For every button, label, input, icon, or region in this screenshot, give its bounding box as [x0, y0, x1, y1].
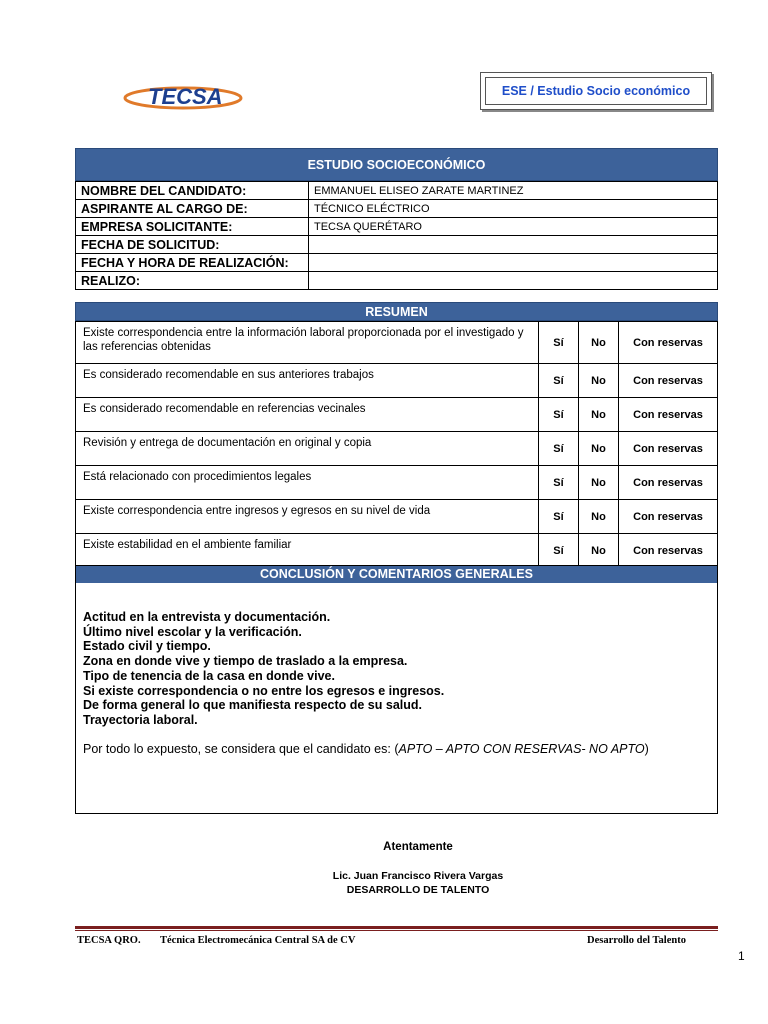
- conclusion-item: Trayectoria laboral.: [83, 712, 198, 727]
- candidate-field-value: TÉCNICO ELÉCTRICO: [309, 200, 718, 218]
- candidate-row: [76, 218, 718, 236]
- option-si[interactable]: Sí: [539, 466, 579, 500]
- option-si[interactable]: Sí: [539, 432, 579, 466]
- summary-question: Revisión y entrega de documentación en original y copia: [76, 432, 539, 466]
- candidate-field-value: EMMANUEL ELISEO ZARATE MARTINEZ: [309, 182, 718, 200]
- summary-section: [75, 302, 718, 568]
- summary-row: [76, 432, 718, 466]
- candidate-field-value: [309, 236, 718, 254]
- option-si[interactable]: Sí: [539, 534, 579, 568]
- footer-divider-thin: [75, 930, 718, 931]
- logo-text: TECSA: [148, 84, 223, 109]
- candidate-field-label: FECHA Y HORA DE REALIZACIÓN:: [76, 254, 309, 272]
- conclusion-item: Si existe correspondencia o no entre los egresos e ingresos.: [83, 683, 445, 698]
- candidate-field-label: REALIZO:: [76, 272, 309, 290]
- signer-name: Lic. Juan Francisco Rivera Vargas: [332, 870, 504, 882]
- option-no[interactable]: No: [579, 364, 619, 398]
- closing-text: Atentamente: [383, 841, 453, 853]
- candidate-row: [76, 182, 718, 200]
- option-con-reservas[interactable]: Con reservas: [619, 322, 718, 364]
- footer-divider: [75, 926, 718, 929]
- summary-question: Existe estabilidad en el ambiente familiar: [76, 534, 539, 568]
- footer-left: TECSA QRO.: [77, 935, 141, 946]
- conclusion-item: Último nivel escolar y la verificación.: [83, 624, 302, 639]
- conclusion-suffix: ): [644, 742, 649, 756]
- document-type-box: [480, 72, 712, 110]
- option-con-reservas[interactable]: Con reservas: [619, 466, 718, 500]
- summary-table: [75, 321, 718, 568]
- summary-row: [76, 500, 718, 534]
- conclusion-prefix: Por todo lo expuesto, se considera que el candidato es: (: [83, 742, 399, 756]
- option-con-reservas[interactable]: Con reservas: [619, 534, 718, 568]
- candidate-field-value: TECSA QUERÉTARO: [309, 218, 718, 236]
- candidate-section-title: ESTUDIO SOCIOECONÓMICO: [75, 148, 718, 181]
- conclusion-item: De forma general lo que manifiesta respecto de su salud.: [83, 698, 422, 713]
- conclusion-options: APTO – APTO CON RESERVAS- NO APTO: [398, 742, 645, 756]
- candidate-row: [76, 236, 718, 254]
- option-no[interactable]: No: [579, 432, 619, 466]
- summary-question: Es considerado recomendable en referencias vecinales: [76, 398, 539, 432]
- option-si[interactable]: Sí: [539, 322, 579, 364]
- option-con-reservas[interactable]: Con reservas: [619, 364, 718, 398]
- option-si[interactable]: Sí: [539, 398, 579, 432]
- company-logo: [122, 74, 244, 114]
- summary-row: [76, 534, 718, 568]
- summary-question: Existe correspondencia entre la información laboral proporcionada por el investigado y las referencias obtenidas: [76, 322, 539, 364]
- candidate-field-label: NOMBRE DEL CANDIDATO:: [76, 182, 309, 200]
- candidate-field-label: FECHA DE SOLICITUD:: [76, 236, 309, 254]
- summary-question: Está relacionado con procedimientos legales: [76, 466, 539, 500]
- option-no[interactable]: No: [579, 466, 619, 500]
- option-si[interactable]: Sí: [539, 364, 579, 398]
- summary-row: [76, 322, 718, 364]
- conclusion-statement: [83, 742, 649, 756]
- option-con-reservas[interactable]: Con reservas: [619, 398, 718, 432]
- document-type-label: ESE / Estudio Socio económico: [485, 77, 707, 105]
- footer-company: Técnica Electromecánica Central SA de CV: [160, 935, 356, 946]
- summary-section-title: RESUMEN: [75, 302, 718, 321]
- signer-department: DESARROLLO DE TALENTO: [346, 884, 490, 896]
- conclusion-section-title: CONCLUSIÓN Y COMENTARIOS GENERALES: [76, 566, 717, 583]
- summary-question: Es considerado recomendable en sus anteriores trabajos: [76, 364, 539, 398]
- summary-row: [76, 398, 718, 432]
- conclusion-item: Actitud en la entrevista y documentación.: [83, 610, 331, 624]
- conclusion-item: Estado civil y tiempo.: [83, 639, 211, 654]
- summary-row: [76, 466, 718, 500]
- summary-row: [76, 364, 718, 398]
- candidate-field-label: ASPIRANTE AL CARGO DE:: [76, 200, 309, 218]
- page-number: 1: [738, 949, 745, 963]
- candidate-row: [76, 272, 718, 290]
- option-no[interactable]: No: [579, 500, 619, 534]
- option-con-reservas[interactable]: Con reservas: [619, 432, 718, 466]
- option-con-reservas[interactable]: Con reservas: [619, 500, 718, 534]
- candidate-row: [76, 254, 718, 272]
- conclusion-section: [75, 565, 718, 814]
- candidate-field-value: [309, 272, 718, 290]
- candidate-info-table: [75, 181, 718, 290]
- option-no[interactable]: No: [579, 398, 619, 432]
- option-no[interactable]: No: [579, 322, 619, 364]
- option-si[interactable]: Sí: [539, 500, 579, 534]
- candidate-info-section: [75, 148, 718, 290]
- candidate-row: [76, 200, 718, 218]
- summary-question: Existe correspondencia entre ingresos y egresos en su nivel de vida: [76, 500, 539, 534]
- conclusion-item: Tipo de tenencia de la casa en donde vive.: [83, 668, 335, 683]
- footer-right: Desarrollo del Talento: [587, 935, 686, 946]
- conclusion-item: Zona en donde vive y tiempo de traslado a la empresa.: [83, 654, 408, 669]
- conclusion-items: [83, 610, 444, 728]
- candidate-field-value: [309, 254, 718, 272]
- option-no[interactable]: No: [579, 534, 619, 568]
- candidate-field-label: EMPRESA SOLICITANTE:: [76, 218, 309, 236]
